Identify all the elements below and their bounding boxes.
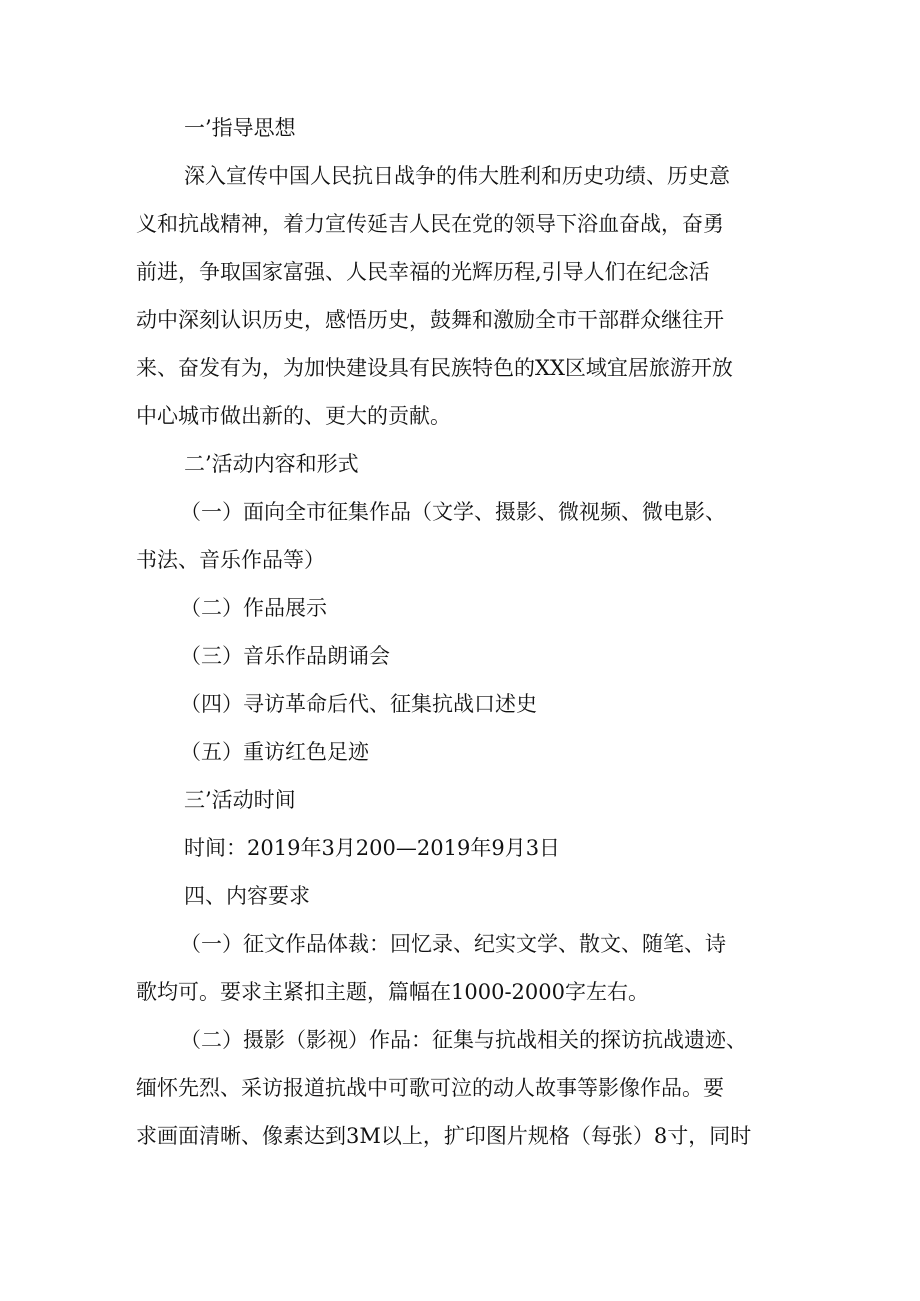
paragraph-line: 来、奋发有为，为加快建设具有民族特色的XX区域宜居旅游开放	[136, 356, 733, 380]
list-item-line: 缅怀先烈、采访报道抗战中可歌可泣的动人故事等影像作品。要	[136, 1076, 724, 1100]
section-heading-activity-time: 三’活动时间	[184, 788, 296, 812]
section-heading-guiding-thought: 一’指导思想	[184, 116, 296, 140]
paragraph-line: 深入宣传中国人民抗日战争的伟大胜利和历史功绩、历史意	[184, 164, 730, 188]
paragraph-line: 动中深刻认识历史，感悟历史，鼓舞和激励全市干部群众继往开	[136, 308, 724, 332]
section-heading-content-requirements: 四、内容要求	[184, 884, 310, 908]
list-item-line: 求画面清晰、像素达到3M以上，扩印图片规格（每张）8寸，同时	[136, 1124, 752, 1148]
list-item: （三）音乐作品朗诵会	[180, 644, 390, 668]
list-item-line: （二）摄影（影视）作品：征集与抗战相关的探访抗战遗迹、	[180, 1028, 747, 1052]
paragraph-line: 中心城市做出新的、更大的贡献。	[136, 404, 451, 428]
paragraph-line: 义和抗战精神，着力宣传延吉人民在党的领导下浴血奋战，奋勇	[136, 212, 724, 236]
list-item-line: （一）面向全市征集作品（文学、摄影、微视频、微电影、	[180, 500, 726, 524]
list-item-line: 歌均可。要求主紧扣主题，篇幅在1000-2000字左右。	[136, 980, 649, 1004]
list-item: （五）重访红色足迹	[180, 740, 369, 764]
list-item-line: 书法、音乐作品等）	[136, 548, 325, 572]
paragraph-line: 前进，争取国家富强、人民幸福的光辉历程,引导人们在纪念活	[136, 260, 710, 284]
activity-time-text: 时间：2019年3月200—2019年9月3日	[184, 836, 561, 860]
section-heading-activity-content: 二’活动内容和形式	[184, 452, 359, 476]
list-item: （四）寻访革命后代、征集抗战口述史	[180, 692, 537, 716]
document-body	[136, 104, 812, 1160]
list-item: （二）作品展示	[180, 596, 327, 620]
list-item-line: （一）征文作品体裁：回忆录、纪实文学、散文、随笔、诗	[180, 932, 726, 956]
